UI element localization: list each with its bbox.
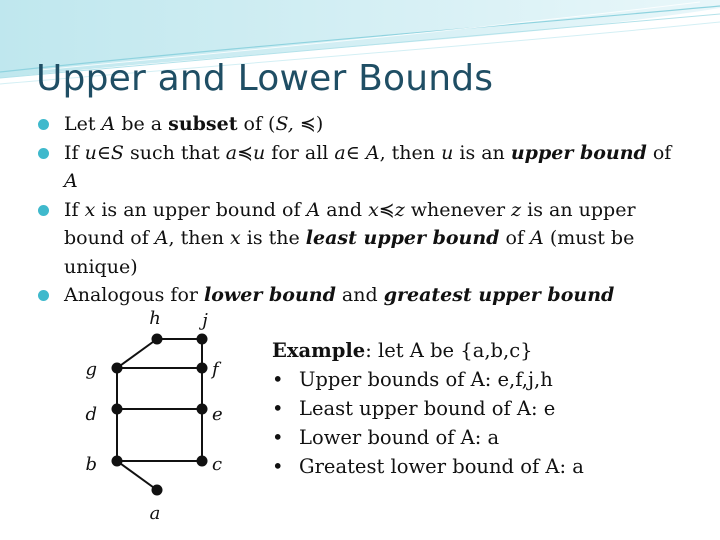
example-heading-bold: Example	[272, 339, 366, 362]
lattice-label-j: j	[202, 310, 208, 331]
example-item: • Lower bound of A: a	[272, 423, 584, 452]
lattice-node-d	[112, 404, 123, 415]
lattice-node-f	[197, 363, 208, 374]
example-item: • Upper bounds of A: e,f,j,h	[272, 365, 584, 394]
lattice-node-c	[197, 456, 208, 467]
lattice-label-g: g	[85, 359, 97, 380]
lattice-label-a: a	[149, 503, 161, 524]
lattice-edge-b-a	[117, 461, 157, 490]
lattice-node-j	[197, 334, 208, 345]
example-heading	[272, 336, 584, 365]
example-heading-text: : let A be {a,b,c}	[365, 339, 533, 362]
lattice-label-e: e	[212, 404, 223, 425]
example-box	[272, 336, 584, 481]
lattice-label-c: c	[212, 454, 223, 475]
lattice-label-d: d	[85, 404, 97, 425]
lattice-node-b	[112, 456, 123, 467]
lattice-nodes	[112, 334, 208, 496]
lattice-label-b: b	[85, 454, 97, 475]
bullet-text: If u∈S such that a≼u for all a∈ A, then u is an upper bound of A	[64, 141, 672, 192]
bullet-text: Analogous for lower bound and greatest upper bound	[64, 284, 615, 306]
lattice-node-a	[152, 485, 163, 496]
lattice-edges	[117, 339, 202, 490]
example-list	[272, 365, 584, 481]
slide-title: Upper and Lower Bounds	[36, 58, 494, 99]
lattice-node-h	[152, 334, 163, 345]
bullet-text: Let A be a subset of (S, ≼)	[64, 113, 324, 135]
bullet-text: If x is an upper bound of A and x≼z whenever z is an upper bound of A, then x is the least upper bound of A (must be unique)	[64, 198, 636, 278]
lattice-label-f: f	[212, 359, 219, 380]
example-item: • Least upper bound of A: e	[272, 394, 584, 423]
lattice-label-h: h	[149, 308, 161, 329]
lattice-node-g	[112, 363, 123, 374]
example-item: • Greatest lower bound of A: a	[272, 452, 584, 481]
lattice-node-e	[197, 404, 208, 415]
lattice-edge-h-g	[117, 339, 157, 368]
